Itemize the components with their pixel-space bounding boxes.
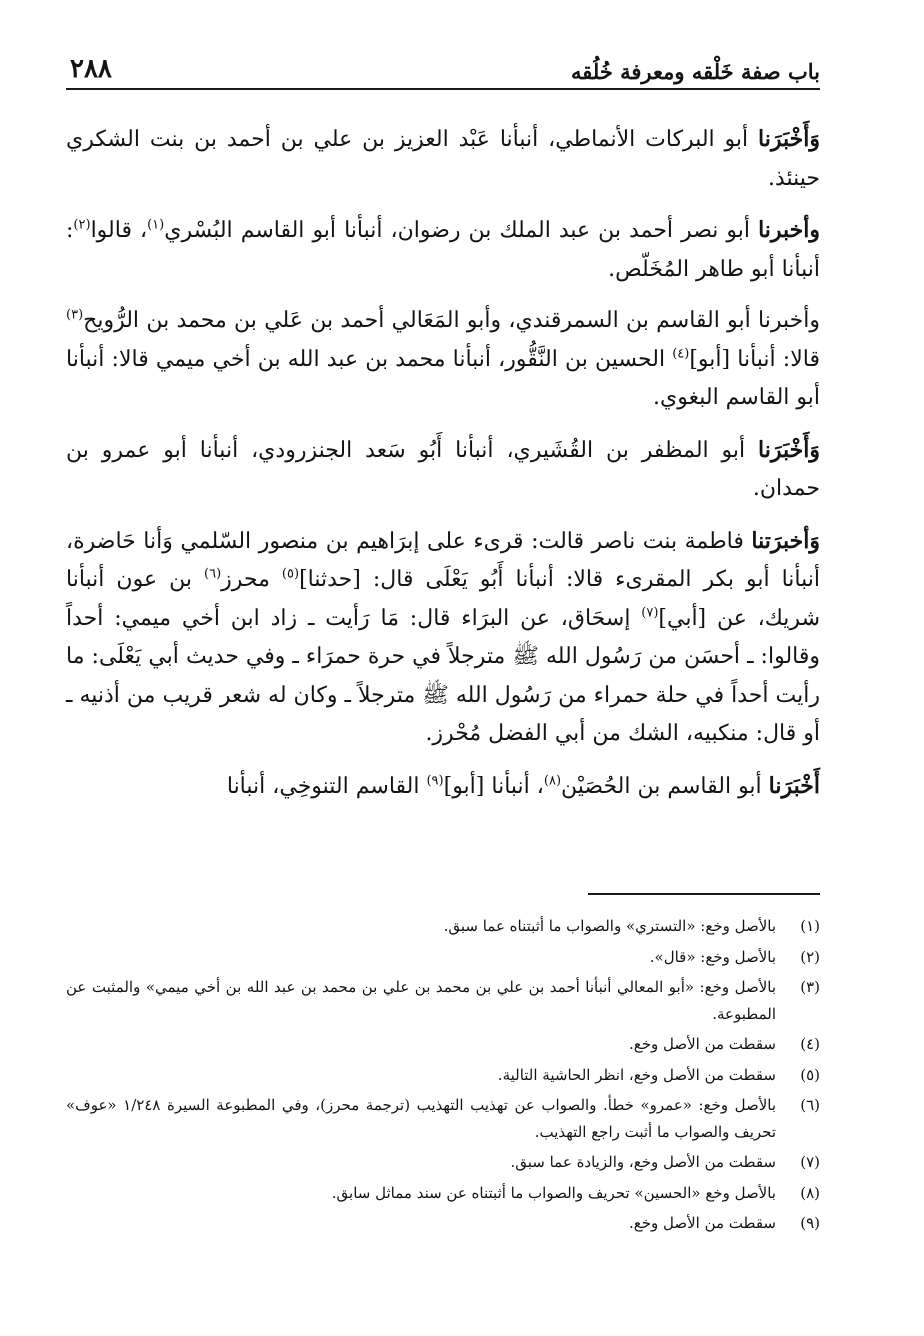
paragraph-text: أبو المظفر بن القُشَيري، أنبأنا أَبُو سَعد الجنزرودي، أنبأنا أبو عمرو بن حمدان.	[66, 437, 820, 501]
paragraph-text: قالا: أنبأنا [أبو]	[689, 346, 820, 372]
footnote-text: بالأصل وخع: «التستري» والصواب ما أثبتناه عما سبق.	[443, 917, 776, 935]
footnote-number: (٥)	[800, 1065, 820, 1084]
paragraph-text: أبو القاسم بن الحُصَيْن	[561, 773, 769, 799]
footnote-number: (٩)	[800, 1214, 820, 1232]
footnote-ref: (٩)	[426, 773, 444, 789]
footnote-text: سقطت من الأصل وخع.	[628, 1214, 776, 1232]
running-header	[66, 44, 820, 90]
footnote-text: سقطت من الأصل وخع.	[628, 1035, 776, 1053]
paragraph-text: ، قالوا	[90, 218, 148, 243]
page-number: ٢٨٨	[70, 54, 112, 84]
footnote-ref: (٨)	[543, 773, 562, 789]
paragraph-lead: وَأَخْبَرَنا	[758, 126, 820, 152]
footnote-ref: (٣)	[66, 307, 84, 323]
footnote-text: بالأصل وخع: «قال».	[649, 947, 776, 966]
paragraph-text: وأخبرنا أبو القاسم بن السمرقندي، وأبو المَعَالي أحمد بن عَلي بن محمد بن الرُّويح	[83, 308, 820, 333]
paragraph-text: محرز	[221, 567, 282, 592]
footnote-number: (١)	[800, 917, 820, 935]
paragraph	[66, 431, 820, 509]
footnote-number: (٦)	[800, 1096, 820, 1114]
footnote	[66, 1149, 820, 1176]
paragraph-text: أبو البركات الأنماطي، أنبأنا عَبْد العزيز بن علي بن أحمد بن بنت الشكري حينئذ.	[66, 127, 820, 191]
paragraph-text: القاسم التنوخِي، أنبأنا	[226, 773, 427, 799]
paragraph-text: بن عون أنبأنا شريك، عن [أبي]	[66, 567, 821, 631]
footnote	[66, 1210, 820, 1237]
footnotes	[66, 913, 820, 1241]
paragraph-lead: وَأَخْبَرَنا	[758, 436, 820, 463]
footnote-text: بالأصل وخع: «أبو المعالي أنبأنا أحمد بن علي بن محمد بن علي بن محمد بن عبد الله بن أخي ميمي» والمثبت عن المطبوعة.	[66, 978, 776, 1023]
footnote-ref: (٧)	[641, 605, 659, 621]
footnote-text: بالأصل وخع: «عمرو» خطأ. والصواب عن تهذيب التهذيب (ترجمة محرز)، وفي المطبوعة السيرة ١/٢٤٨ «عوف» تحريف والصواب ما أثبت راجع التهذيب.	[66, 1096, 776, 1141]
footnote	[66, 913, 820, 940]
paragraph	[66, 767, 820, 807]
footnote	[66, 1062, 820, 1089]
paragraph-lead: وأخبرنا	[758, 217, 821, 243]
footnote-text: سقطت من الأصل وخع، انظر الحاشية التالية.	[497, 1065, 776, 1084]
footnote-ref: (٦)	[204, 566, 222, 582]
footnote-ref: (٢)	[73, 217, 91, 233]
footnote	[66, 1180, 820, 1207]
paragraph	[66, 120, 820, 198]
paragraph-text: إسحَاق، عن البرَاء قال: مَا رَأيت ـ زاد ابن أخي ميمي: أحداً وقالوا: ـ أحسَن من رَسُول الله ﷺ مترجلاً في حرة حمرَاء ـ وفي حديث أبي يَعْلَى: ما رأيت أحداً في حلة حمراء من رَسُول الله ﷺ مترجلاً ـ وكان له شعر قريب من أذنيه ـ أو قال: منكبيه، الشك من أبي الفضل مُحْرز.	[66, 605, 820, 746]
footnote-text: سقطت من الأصل وخع، والزيادة عما سبق.	[510, 1153, 776, 1171]
footnote-number: (٨)	[800, 1183, 820, 1202]
footnote-ref: (٥)	[281, 566, 300, 582]
footnote-text: بالأصل وخع «الحسين» تحريف والصواب ما أثبتناه عن سند مماثل سابق.	[331, 1183, 776, 1202]
main-text	[66, 120, 820, 819]
footnote-ref: (١)	[147, 217, 165, 233]
paragraph-text: أبو نصر أحمد بن عبد الملك بن رضوان، أنبأنا أبو القاسم البُسْري	[164, 218, 759, 243]
paragraph-text: فاطمة بنت ناصر قالت: قرىء على إبرَاهيم بن منصور السّلمي وَأنا حَاضرة، أنبأنا أبو بكر المقرىء قالا: أنبأنا أَبُو يَعْلَى قال: [حدثنا]	[66, 528, 820, 592]
footnote	[66, 1092, 820, 1145]
paragraph	[66, 211, 820, 289]
footnote-number: (٤)	[800, 1035, 820, 1053]
footnote	[66, 974, 820, 1027]
paragraph-text: الحسين بن النَّقُّور، أنبأنا محمد بن عبد الله بن أخي ميمي قالا: أنبأنا أبو القاسم البغوي.	[66, 346, 820, 410]
paragraph-lead: أَخْبَرَنا	[768, 772, 820, 799]
footnote-divider	[588, 893, 820, 895]
footnote	[66, 944, 820, 971]
footnote-number: (٧)	[800, 1153, 820, 1171]
footnote	[66, 1031, 820, 1058]
paragraph-lead: وَأخبرَتنا	[751, 527, 820, 554]
chapter-title: باب صفة خَلْقه ومعرفة خُلُقه	[570, 59, 820, 84]
footnote-ref: (٤)	[672, 346, 690, 362]
paragraph	[66, 522, 820, 754]
paragraph-text: ، أنبأنا [أبو]	[443, 773, 544, 799]
paragraph-text: : أنبأنا أبو طاهر المُخَلّص.	[66, 218, 820, 282]
paragraph	[66, 302, 820, 418]
footnote-number: (٣)	[800, 978, 820, 996]
footnote-number: (٢)	[800, 947, 820, 966]
